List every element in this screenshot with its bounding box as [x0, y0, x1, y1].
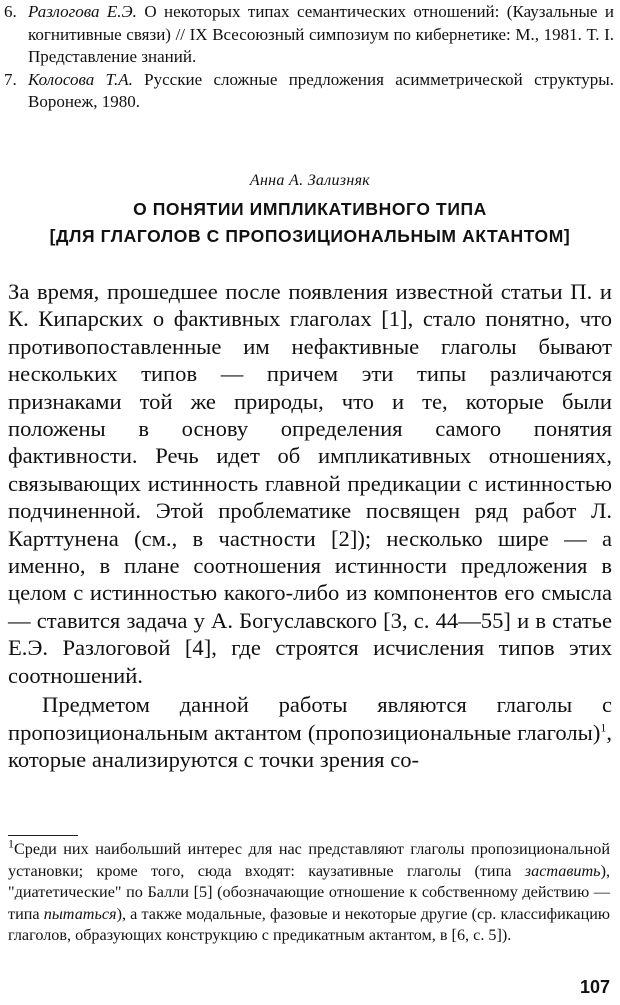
reference-number: 7.	[4, 69, 17, 89]
article-title-line-1: О ПОНЯТИИ ИМПЛИКАТИВНОГО ТИПА	[133, 199, 487, 219]
footnote-reference: 1	[600, 719, 607, 734]
footnote-text: Среди них наибольший интерес для нас представляют глаголы пропозициональной установки; кроме того, сюда входят: каузативные глаголы (типа	[8, 840, 610, 880]
article-title-line-2: [ДЛЯ ГЛАГОЛОВ С ПРОПОЗИЦИОНАЛЬНЫМ АКТАНТОМ]	[49, 226, 571, 246]
footnote-mark: 1	[8, 836, 14, 851]
footnote-paragraph	[8, 836, 610, 947]
reference-list	[4, 1, 614, 114]
reference-text: О некоторых типах семантических отношений: (Каузальные и когнитивные связи) // IX Всесоюзный симпозиум по кибернетике: М., 1981. Т. I. Представление знаний.	[28, 2, 614, 66]
reference-number: 6.	[4, 2, 17, 21]
article-body	[8, 278, 612, 773]
footnote-example-verb: заставить	[524, 861, 601, 880]
footnote-example-verb: пытаться	[43, 904, 117, 923]
footnote-text: ), а также модальные, фазовые и некоторые другие (ср. классификацию глаголов, образующих конструкцию с предикатным актантом, в [6, с. 5]).	[8, 904, 610, 944]
body-paragraph-1: За время, прошедшее после появления известной статьи П. и К. Кипарских о фактивных глаголах [1], стало понятно, что противопоставленные им нефактивные глаголы бывают нескольких типов — причем эти типы различаются признаками той же природы, что и те, которые были положены в основу определения самого понятия фактивности. Речь идет об импликативных отношениях, связывающих истинность главной предикации с истинностью подчиненной. Этой проблематике посвящен ряд работ Л. Карттунена (см., в частности [2]); несколько шире — а именно, в плане соотношения истинности предложения в целом с истинностью какого-либо из компонентов его смысла — ставится задача у А. Богуславского [3, с. 44—55] и в статье Е.Э. Разлоговой [4], где строятся исчисления типов этих соотношений.	[8, 279, 612, 688]
reference-item	[4, 69, 614, 114]
footnote	[8, 836, 610, 947]
body-paragraph-2	[8, 691, 612, 773]
page-number: 107	[579, 977, 610, 997]
paragraph-text: Предметом данной работы являются глаголы с пропозициональным актантом (пропозициональные глаголы)	[8, 692, 612, 745]
paragraph-text-continued: , которые анализируются с точки зрения со-	[8, 719, 612, 772]
article-author: Анна А. Зализняк	[249, 172, 371, 189]
reference-author: Колосова Т.А.	[28, 69, 133, 89]
reference-item	[4, 1, 614, 69]
reference-text: Русские сложные предложения асимметрической структуры. Воронеж, 1980.	[28, 69, 614, 111]
footnote-text: ), "диатетические" по Балли [5] (обозначающие отношение к собственному действию — типа	[8, 861, 610, 923]
reference-author: Разлогова Е.Э.	[28, 2, 137, 21]
footnote-divider	[8, 835, 78, 836]
